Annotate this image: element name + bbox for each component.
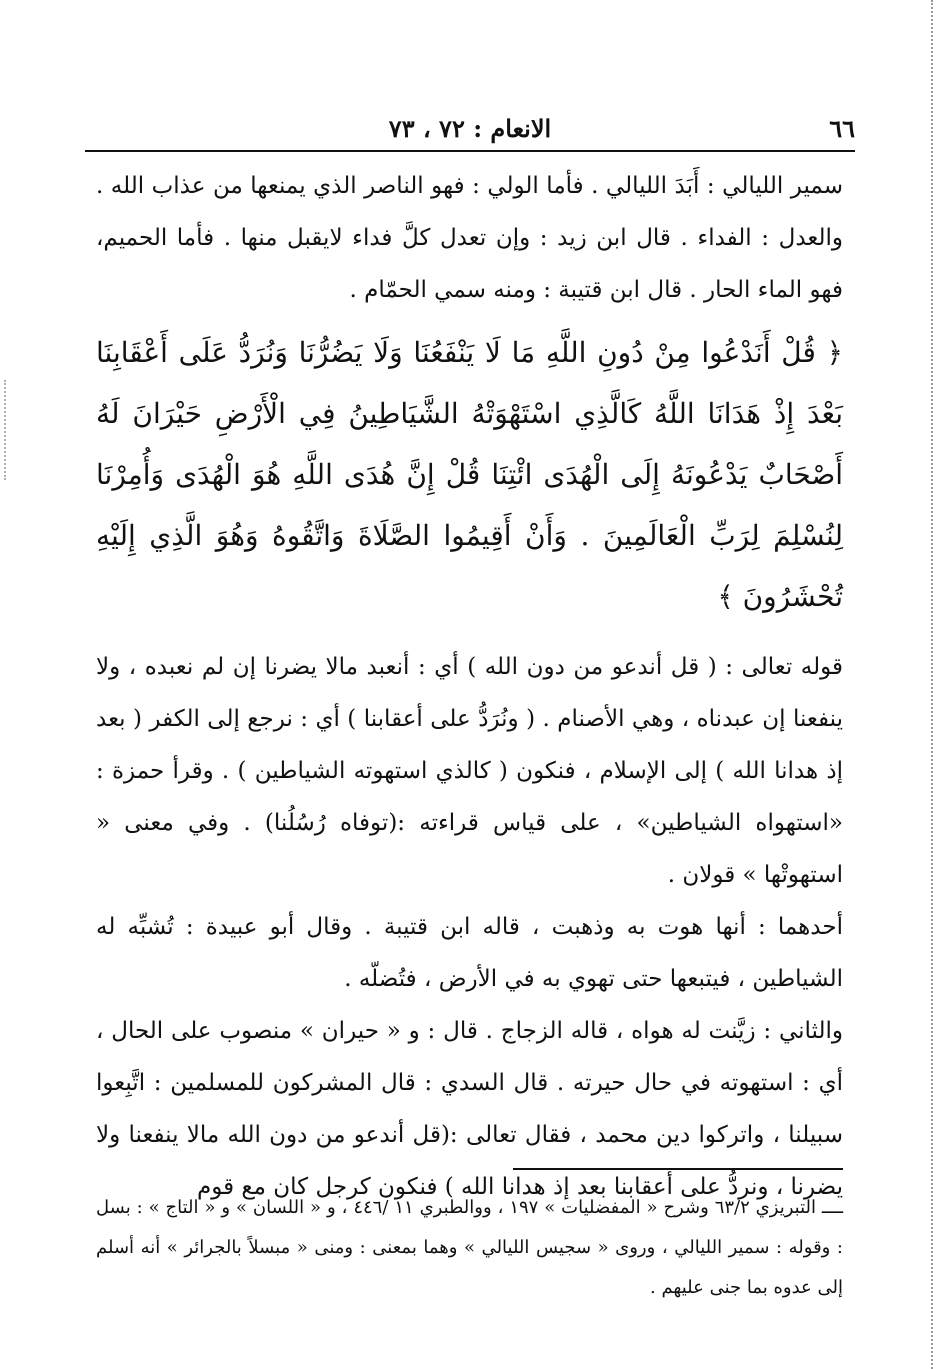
footnotes [96, 1188, 843, 1308]
footnote-text: ــــ التبريزي ٦٣/٢ وشرح « المفضليات » ١٩٧ ، ووالطبري ١١ /٤٤٦ ، و « اللسان » و « التاج » : بسل : وقوله : سمير الليالي ، وروى « سجيس الليالي » وهما بمعنى : ومنى « مبسلاً بالجرائر » أنه أسلم إلى عدوه بما جنى عليهم . [96, 1197, 843, 1298]
footnote-rule [513, 1168, 843, 1170]
main-text [96, 160, 843, 1213]
commentary-paragraph-2: أحدهما : أنها هوت به وذهبت ، قاله ابن قتيبة . وقال أبو عبيدة : تُشبِّه له الشياطين ، فيتبعها حتى تهوي به في الأرض ، فتُضلّه . [96, 914, 843, 992]
scan-edge-dots-left [4, 380, 6, 480]
quran-verse: ﴿ قُلْ أَنَدْعُوا مِنْ دُونِ اللَّهِ مَا لَا يَنْفَعُنَا وَلَا يَضُرُّنَا وَنُرَدُّ عَلَى أَعْقَابِنَا بَعْدَ إِذْ هَدَانَا اللَّهُ كَالَّذِي اسْتَهْوَتْهُ الشَّيَاطِينُ فِي الْأَرْضِ حَيْرَانَ لَهُ أَصْحَابٌ يَدْعُونَهُ إِلَى الْهُدَى ائْتِنَا قُلْ إِنَّ هُدَى اللَّهِ هُوَ الْهُدَى وَأُمِرْنَا لِنُسْلِمَ لِرَبِّ الْعَالَمِينَ . وَأَنْ أَقِيمُوا الصَّلَاةَ وَاتَّقُوهُ وَهُوَ الَّذِي إِلَيْهِ تُحْشَرُونَ ﴾ [96, 336, 844, 613]
commentary-paragraph-1: قوله تعالى : ( قل أندعو من دون الله ) أي : أنعبد مالا يضرنا إن لم نعبده ، ولا ينفعنا إن عبدناه ، وهي الأصنام . ( ونُرَدُّ على أعقابنا ) أي : نرجع إلى الكفر ( بعد إذ هدانا الله ) إلى الإسلام ، فنكون ( كالذي استهوته الشياطين ) . وقرأ حمزة : «استهواه الشياطين» ، على قياس قراءته :(توفاه رُسُلُنا) . وفي معنى « استهوتْها » قولان . [96, 654, 843, 888]
intro-paragraph: سمير الليالي : أَبَدَ الليالي . فأما الولي : فهو الناصر الذي يمنعها من عذاب الله . والعدل : الفداء . قال ابن زيد : وإن تعدل كلَّ فداء لايقبل منها . فأما الحميم، فهو الماء الحار . قال ابن قتيبة : ومنه سمي الحمّام . [96, 173, 843, 303]
page-number: ٦٦ [829, 114, 855, 143]
scan-edge-dots [931, 0, 933, 1369]
header-rule [85, 150, 855, 152]
page-header [85, 108, 855, 150]
running-title: الانعام : ٧٢ ، ٧٣ [388, 114, 552, 143]
commentary-paragraph-3: والثاني : زيَّنت له هواه ، قاله الزجاج . قال : و « حيران » منصوب على الحال ، أي : استهوته في حال حيرته . قال السدي : قال المشركون للمسلمين : اتَّبِعوا سبيلنا ، واتركوا دين محمد ، فقال تعالى :(قل أندعو من دون الله مالا ينفعنا ولا يضرنا ، ونردُّ على أعقابنا بعد إذ هدانا الله ) فنكون كرجل كان مع قوم [96, 1018, 843, 1200]
